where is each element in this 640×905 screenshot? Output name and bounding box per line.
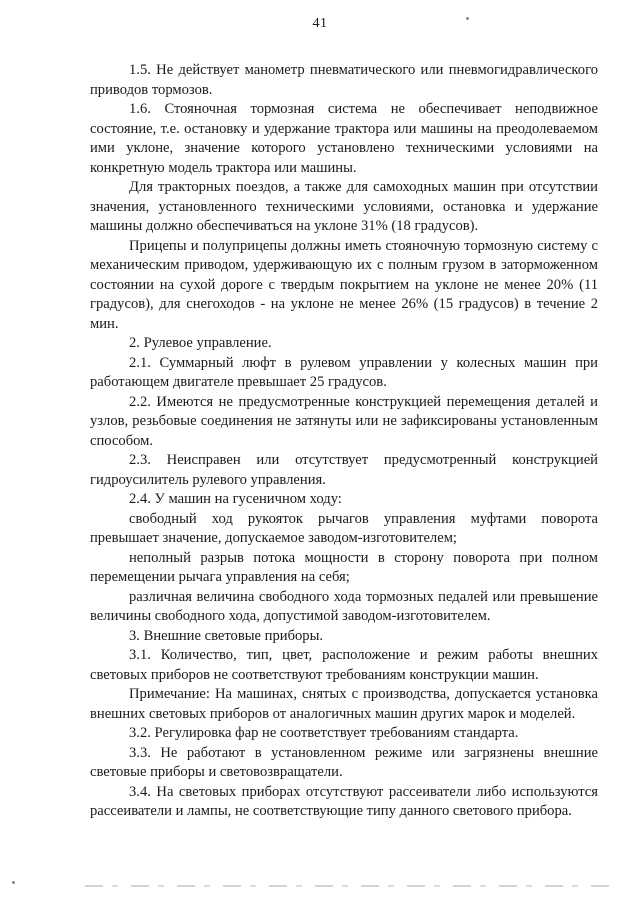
- paragraph-note: Примечание: На машинах, снятых с производства, допускается установка внешних световых приборов от аналогичных машин других марок и моделей.: [90, 686, 598, 722]
- paragraph-3-4: 3.4. На световых приборах отсутствуют рассеиватели либо используются рассеиватели и лампы, не соответствующие типу данного светового прибора.: [90, 783, 598, 819]
- paragraph-1-5: 1.5. Не действует манометр пневматического или пневмогидравлического приводов тормозов.: [90, 62, 598, 98]
- paragraph-2-4-item-1: свободный ход рукояток рычагов управления муфтами поворота превышает значение, допускаемое заводом-изготовителем;: [90, 510, 598, 546]
- paragraph-3-3: 3.3. Не работают в установленном режиме или загрязнены внешние световые приборы и световозвращатели.: [90, 744, 598, 780]
- section-heading-steering: 2. Рулевое управление.: [129, 335, 272, 351]
- scan-bottom-edge: [85, 885, 610, 887]
- paragraph-2-1: 2.1. Суммарный люфт в рулевом управлении у колесных машин при работающем двигателе превышает 25 градусов.: [90, 354, 598, 390]
- paragraph-2-4-item-2: неполный разрыв потока мощности в сторону поворота при полном перемещении рычага управления на себя;: [90, 549, 598, 585]
- paragraph-2-3: 2.3. Неисправен или отсутствует предусмотренный конструкцией гидроусилитель рулевого управления.: [90, 452, 598, 488]
- page-number: 41: [312, 16, 328, 31]
- paragraph-2-4: 2.4. У машин на гусеничном ходу:: [129, 491, 342, 507]
- paragraph-3-2: 3.2. Регулировка фар не соответствует требованиям стандарта.: [129, 725, 519, 741]
- document-body: [90, 61, 598, 822]
- paragraph-trailers: Прицепы и полуприцепы должны иметь стояночную тормозную систему с механическим приводом, удерживающую их с полным грузом в заторможенном состоянии на сухой дороге с твердым покрытием на уклоне не менее 20% (11 градусов), для снегоходов - на уклоне не менее 26% (15 градусов) в течение 2 мин.: [90, 237, 598, 332]
- paragraph-tractor-trains: Для тракторных поездов, а также для самоходных машин при отсутствии значения, установленного техническими условиями, остановка и удержание машины должно обеспечиваться на уклоне 31% (18 градусов).: [90, 179, 598, 234]
- paragraph-2-2: 2.2. Имеются не предусмотренные конструкцией перемещения деталей и узлов, резьбовые соединения не затянуты или не зафиксированы установленным способом.: [90, 393, 598, 449]
- paragraph-1-6: 1.6. Стояночная тормозная система не обеспечивает неподвижное состояние, т.е. остановку и удержание трактора или машины на преодолеваемом ими уклоне, значение которого установлено техническими условиями на конкретную модель трактора или машины.: [90, 101, 598, 176]
- section-heading-lighting: 3. Внешние световые приборы.: [129, 627, 324, 644]
- paragraph-2-4-item-3: различная величина свободного хода тормозных педалей или превышение величины свободного хода, допустимой заводом-изготовителем.: [90, 588, 598, 624]
- scan-speck: [466, 17, 469, 20]
- paragraph-3-1: 3.1. Количество, тип, цвет, расположение и режим работы внешних световых приборов не соответствуют требованиям конструкции машин.: [90, 647, 598, 683]
- scan-speck: [12, 881, 15, 884]
